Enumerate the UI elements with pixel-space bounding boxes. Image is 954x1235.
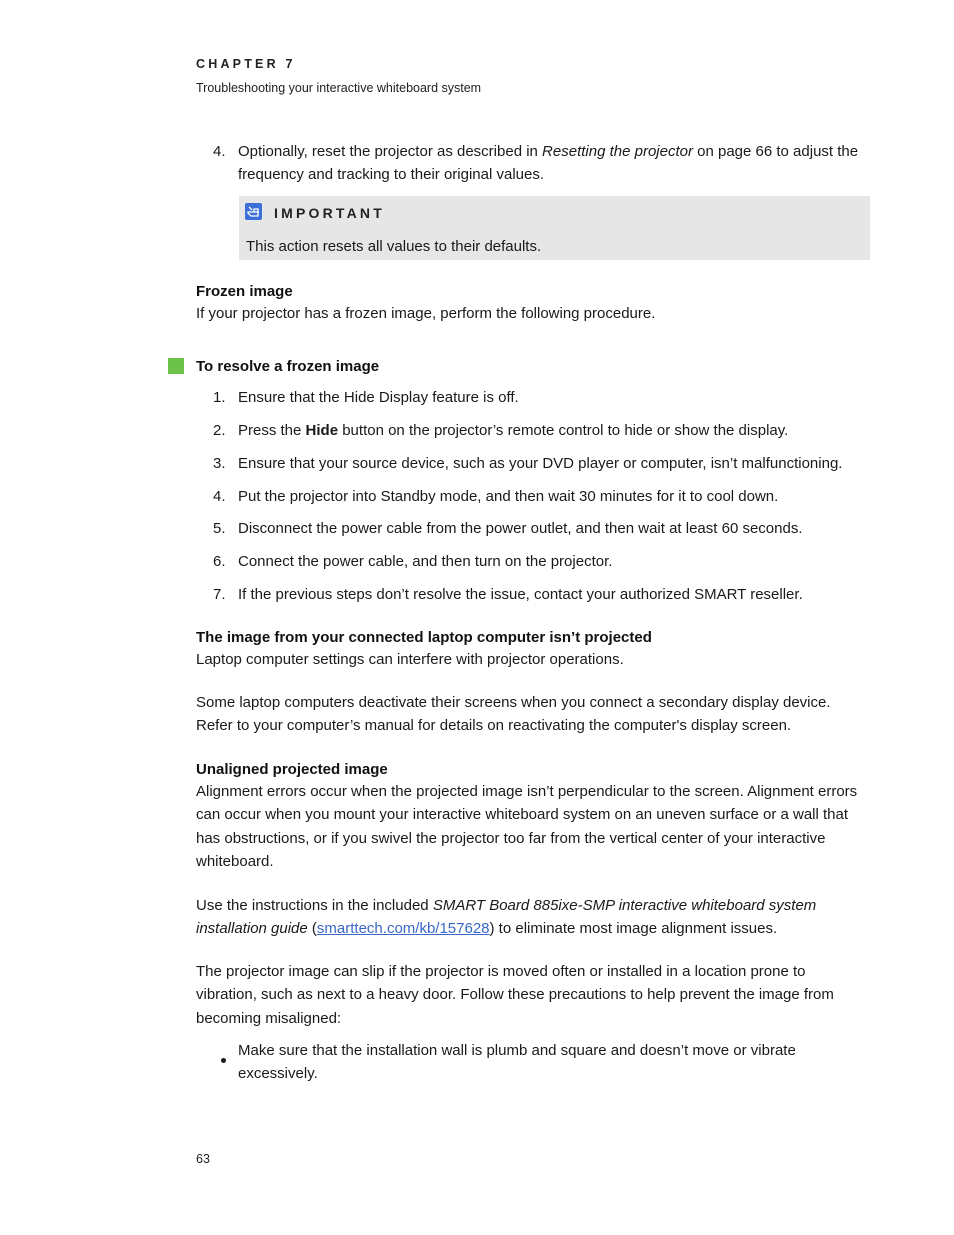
para-text-part: ( <box>307 920 317 938</box>
bullet-icon <box>221 1058 226 1063</box>
bullet-item: Make sure that the installation wall is plumb and square and doesn’t move or vibrate excessively. <box>238 1042 796 1083</box>
step-number: 4. <box>213 143 226 160</box>
step-number: 1. <box>213 389 226 406</box>
page-reference: Resetting the projector <box>542 143 693 160</box>
laptop-heading: The image from your connected laptop computer isn’t projected <box>196 629 652 646</box>
green-square-icon <box>168 358 184 374</box>
laptop-paragraph-2: Some laptop computers deactivate their screens when you connect a secondary display device. Refer to your computer’s manual for details on reactivating the computer's display screen. <box>196 694 831 735</box>
hand-pointing-icon <box>245 203 262 220</box>
para-text-part: ) to eliminate most image alignment issues. <box>489 920 778 938</box>
step-text: Connect the power cable, and then turn on the projector. <box>238 553 613 570</box>
step-text-part: Optionally, reset the projector as described in <box>238 143 543 160</box>
step-number: 5. <box>213 520 226 537</box>
unaligned-paragraph-3: The projector image can slip if the projector is moved often or installed in a location prone to vibration, such as next to a heavy door. Follow these precautions to help prevent the image from becoming misaligned: <box>196 963 834 1027</box>
step-text-part: Press the <box>238 422 306 439</box>
unaligned-heading: Unaligned projected image <box>196 761 388 778</box>
step-number: 6. <box>213 553 226 570</box>
step-text-part: button on the projector’s remote control to hide or show the display. <box>338 422 789 439</box>
hide-button-reference: Hide <box>305 422 339 439</box>
important-callout <box>239 196 870 260</box>
step-text <box>238 140 868 186</box>
unaligned-paragraph-2 <box>196 894 868 941</box>
step-number: 7. <box>213 586 226 603</box>
installation-guide-title: SMART Board 885ixe-SMP interactive whiteboard system installation guide <box>196 897 817 938</box>
procedure-title: To resolve a frozen image <box>196 358 380 375</box>
important-body: This action resets all values to their defaults. <box>246 238 542 255</box>
frozen-image-heading: Frozen image <box>196 283 293 300</box>
step-text-part: on page 66 to adjust the frequency and tracking to their original values. <box>238 143 859 183</box>
step-text: If the previous steps don’t resolve the issue, contact your authorized SMART reseller. <box>238 586 803 603</box>
step-text: Put the projector into Standby mode, and then wait 30 minutes for it to cool down. <box>238 488 779 505</box>
frozen-image-intro: If your projector has a frozen image, perform the following procedure. <box>196 305 656 322</box>
step-text <box>238 419 868 442</box>
laptop-paragraph-1: Laptop computer settings can interfere with projector operations. <box>196 651 624 668</box>
step-text: Disconnect the power cable from the power outlet, and then wait at least 60 seconds. <box>238 520 803 537</box>
important-title: IMPORTANT <box>274 205 385 221</box>
unaligned-paragraph-1: Alignment errors occur when the projected image isn’t perpendicular to the screen. Alignment errors can occur when you mount your interactive whiteboard system on an uneven surface or a wall that has obstructions, or if you swivel the projector too far from the vertical center of your interactive whiteboard. <box>196 783 858 870</box>
step-number: 4. <box>213 488 226 505</box>
step-text: Ensure that your source device, such as your DVD player or computer, isn’t malfunctioning. <box>238 455 843 472</box>
step-number: 3. <box>213 455 226 472</box>
chapter-label: CHAPTER 7 <box>196 57 296 71</box>
chapter-subtitle: Troubleshooting your interactive whiteboard system <box>196 81 482 95</box>
page-number: 63 <box>196 1152 210 1166</box>
para-text-part: Use the instructions in the included <box>196 897 433 914</box>
step-number: 2. <box>213 422 226 439</box>
step-text: Ensure that the Hide Display feature is off. <box>238 389 519 406</box>
support-link[interactable]: smarttech.com/kb/157628 <box>316 920 490 938</box>
